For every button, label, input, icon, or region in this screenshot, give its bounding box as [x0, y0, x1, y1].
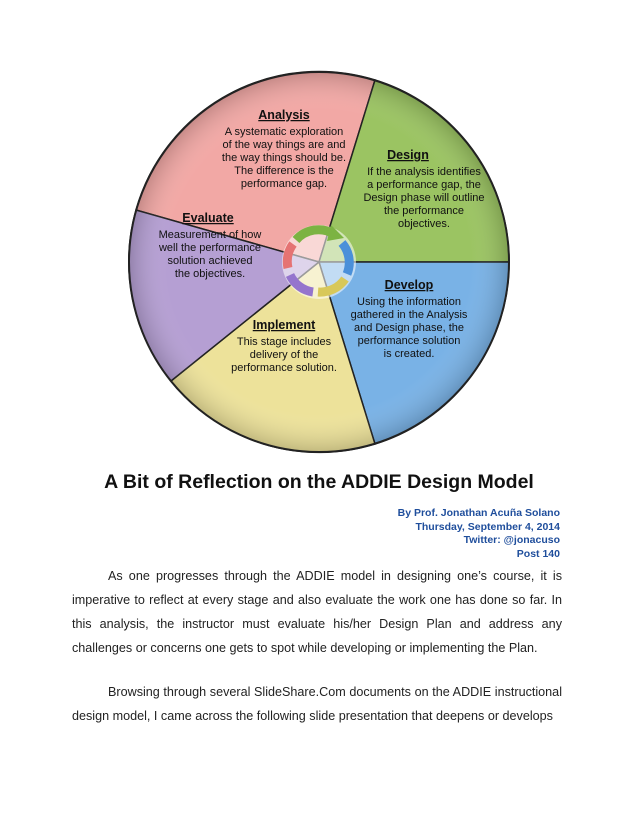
byline-author: By Prof. Jonathan Acuña Solano: [397, 507, 560, 519]
phase-desc-develop-line-3: and Design phase, the: [353, 322, 465, 334]
phase-desc-analysis-line-2: of the way things are and: [222, 139, 346, 151]
phase-desc-analysis-line-4: The difference is the: [234, 165, 334, 177]
cycle-arrows: [282, 225, 356, 299]
phase-desc-implement-line-2: delivery of the: [249, 349, 319, 361]
phase-desc-design-line-4: the performance: [383, 205, 465, 217]
phase-title-design: Design: [387, 148, 429, 162]
body-paragraph-1-text: As one progresses through the ADDIE model in designing one’s course, it is imperative to reflect at every stage and also evaluate the work one has done so far. In this analysis, the instructor must evaluate his/her Design Plan and address any challenges or concerns one gets to spot while developing or implementing the Plan.: [72, 569, 562, 655]
phase-desc-evaluate-line-1: Measurement of how: [158, 229, 262, 241]
byline-date: Thursday, September 4, 2014: [415, 520, 560, 533]
document-title: A Bit of Reflection on the ADDIE Design Model: [104, 471, 534, 493]
phase-desc-develop-line-1: Using the information: [357, 296, 461, 308]
phase-desc-analysis-line-5: performance gap.: [240, 178, 328, 190]
phase-desc-analysis-line-1: A systematic exploration: [224, 126, 344, 138]
phase-desc-implement-line-1: This stage includes: [236, 336, 332, 348]
phase-title-develop: Develop: [384, 278, 434, 292]
phase-desc-develop-line-4: performance solution: [357, 335, 461, 347]
phase-desc-evaluate-line-3: solution achieved: [167, 255, 253, 267]
body-paragraph-1: [72, 564, 562, 660]
byline-twitter: Twitter: @jonacuso: [463, 534, 560, 546]
phase-desc-design-line-5: objectives.: [398, 218, 450, 230]
byline-post: Post 140: [516, 547, 560, 560]
phase-desc-design-line-3: Design phase will outline: [363, 192, 485, 204]
phase-desc-evaluate-line-4: the objectives.: [174, 268, 246, 280]
phase-desc-analysis-line-3: the way things should be.: [221, 152, 347, 164]
phase-desc-design-line-2: a performance gap, the: [367, 179, 481, 191]
byline: [398, 507, 560, 561]
phase-title-implement: Implement: [252, 318, 316, 332]
phase-title-analysis: Analysis: [258, 108, 310, 122]
phase-desc-implement-line-3: performance solution.: [231, 362, 337, 374]
phase-desc-develop-line-5: is created.: [383, 348, 435, 360]
phase-desc-design-line-1: If the analysis identifies: [367, 166, 481, 178]
phase-desc-evaluate-line-2: well the performance: [158, 242, 262, 254]
phase-desc-develop-line-2: gathered in the Analysis: [350, 309, 468, 321]
body-paragraph-2-text: Browsing through several SlideShare.Com documents on the ADDIE instructional design model, I came across the following slide presentation that deepens or develops: [72, 685, 562, 723]
phase-title-evaluate: Evaluate: [182, 211, 234, 225]
body-paragraph-2: [72, 680, 562, 728]
